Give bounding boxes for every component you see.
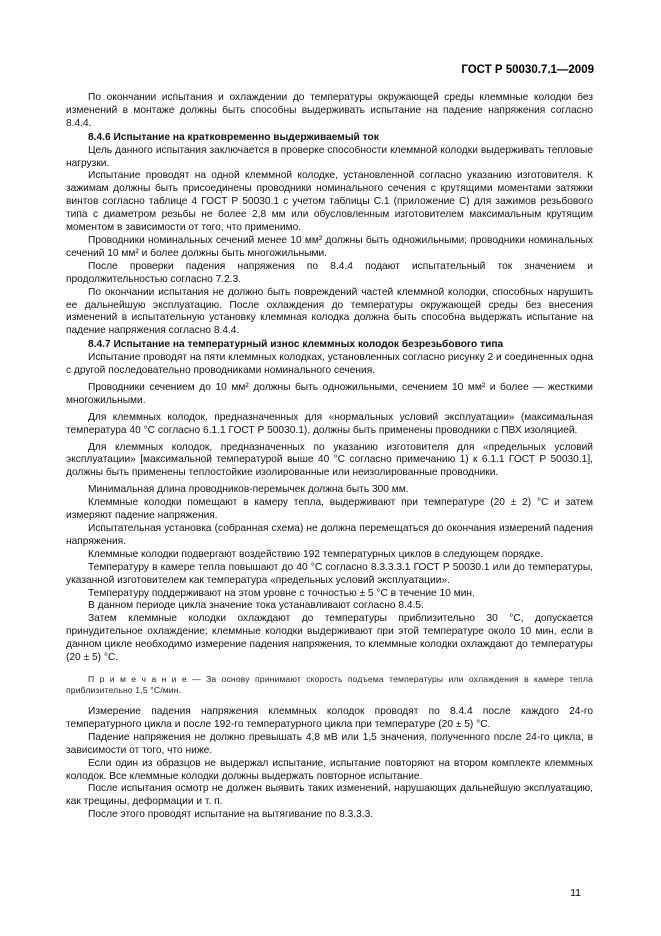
paragraph: Измерение падения напряжения клеммных колодок проводят по 8.4.4 после каждого 24-го температурного цикла и после 192-го температурного цикла при температуре (20 ± 5) °С.: [66, 705, 593, 730]
document-header: ГОСТ Р 50030.7.1—2009: [461, 64, 594, 76]
page-number: 11: [570, 887, 581, 899]
paragraph: Испытание проводят на одной клеммной колодке, установленной согласно указанию изготовителя. К зажимам должны быть присоединены проводники номинального сечения с крутящими моментами затяжки винтов согласно таблице 4 ГОСТ Р 50030.1 с учетом таблицы С.1 (приложение С) для зажимов резьбового типа с диаметром резьбы не более 2,8 мм или обусловленным изготовителем максимальным крутящим моментом в зависимости от того, что применимо.: [66, 170, 593, 234]
paragraph: Затем клеммные колодки охлаждают до температуры приблизительно 30 °С, допускается принудительное охлаждение; клеммные колодки выдерживают при этой температуре около 10 мин, если в данном цикле необходимо измерение падения напряжения, то клеммные колодки охлаждают до температуры (20 ± 5) °С.: [66, 613, 593, 664]
paragraph: Испытательная установка (собранная схема) не должна перемещаться до окончания измерений падения напряжения.: [66, 523, 593, 547]
paragraph: Клеммные колодки помещают в камеру тепла, выдерживают при температуре (20 ± 2) °С и затем измеряют падение напряжения.: [66, 497, 593, 522]
paragraph: Клеммные колодки подвергают воздействию 192 температурных циклов в следующем порядке.: [88, 548, 544, 560]
paragraph: Если один из образцов не выдержал испытание, испытание повторяют на втором комплекте клеммных колодок. Все клеммные колодки должны выдержать повторное испытание.: [66, 757, 593, 782]
paragraph: После этого проводят испытание на вытягивание по 8.3.3.3.: [88, 809, 374, 821]
paragraph: Падение напряжения не должно превышать 4,8 мВ или 1,5 значения, полученного после 24-го цикла, в зависимости от того, что ниже.: [66, 731, 593, 756]
paragraph: Проводники сечением до 10 мм² должны быть одножильными, сечением 10 мм² и более — жесткими многожильными.: [66, 381, 593, 406]
paragraph: Испытание проводят на пяти клеммных колодках, установленных согласно рисунку 2 и соединенных одна с другой последовательно проводниками номинального сечения.: [66, 352, 593, 377]
section-heading-8-4-7: 8.4.7 Испытание на температурный износ клеммных колодок безрезьбового типа: [88, 339, 504, 351]
paragraph: По окончании испытания не должно быть повреждений частей клеммной колодки, способных нарушить ее дальнейшую эксплуатацию. После охлаждения до температуры окружающей среды без внесения изменений в испытательную установку клеммная колодка должна быть способна выдержать испытание на падение напряжения согласно 8.4.4.: [66, 286, 593, 337]
section-heading-8-4-6: 8.4.6 Испытание на кратковременно выдерживаемый ток: [88, 131, 379, 143]
paragraph: После проверки падения напряжения по 8.4.4 подают испытательный ток значением и продолжительностью согласно 7.2.3.: [66, 260, 593, 285]
paragraph: По окончании испытания и охлаждении до температуры окружающей среды клеммные колодки без изменений в монтаже должны быть способны выдерживать испытание на падение напряжения согласно 8.4.4.: [66, 92, 593, 129]
paragraph: Для клеммных колодок, предназначенных для «нормальных условий эксплуатации» (максимальная температура 40 °С согласно 6.1.1 ГОСТ Р 50030.1), должны быть применены проводники с ПВХ изоляцией.: [66, 411, 593, 436]
paragraph: Температуру поддерживают на этом уровне с точностью ± 5 °С в течение 10 мин.: [88, 587, 475, 599]
paragraph: Температуру в камере тепла повышают до 40 °С согласно 8.3.3.3.1 ГОСТ Р 50030.1 или до температуры, указанной изготовителем как температура «предельных условий эксплуатации».: [66, 561, 593, 586]
note: П р и м е ч а н и е — За основу принимают скорость подъема температуры или охлаждения в камере тепла приблизительно 1,5 °С/мин.: [66, 673, 593, 696]
paragraph: После испытания осмотр не должен выявить таких изменений, нарушающих дальнейшую эксплуатацию, как трещины, деформации и т. п.: [66, 783, 593, 808]
body-text: [66, 92, 593, 822]
paragraph: Проводники номинальных сечений менее 10 мм² должны быть одножильными; проводники номинальных сечений 10 мм² и более должны быть многожильными.: [66, 234, 593, 259]
paragraph: Минимальная длина проводников-перемычек должна быть 300 мм.: [88, 484, 409, 496]
paragraph: Для клеммных колодок, предназначенных по указанию изготовителя для «предельных условий эксплуатации» [максимальной температурой выше 40 °С согласно примечанию 1) к 6.1.1 ГОСТ Р 50030.1], должны быть применены теплостойкие изолированные или неизолированные проводники.: [66, 441, 593, 479]
paragraph: Цель данного испытания заключается в проверке способности клеммной колодки выдерживать тепловые нагрузки.: [66, 144, 593, 169]
paragraph: В данном периоде цикла значение тока устанавливают согласно 8.4.5.: [88, 600, 424, 612]
